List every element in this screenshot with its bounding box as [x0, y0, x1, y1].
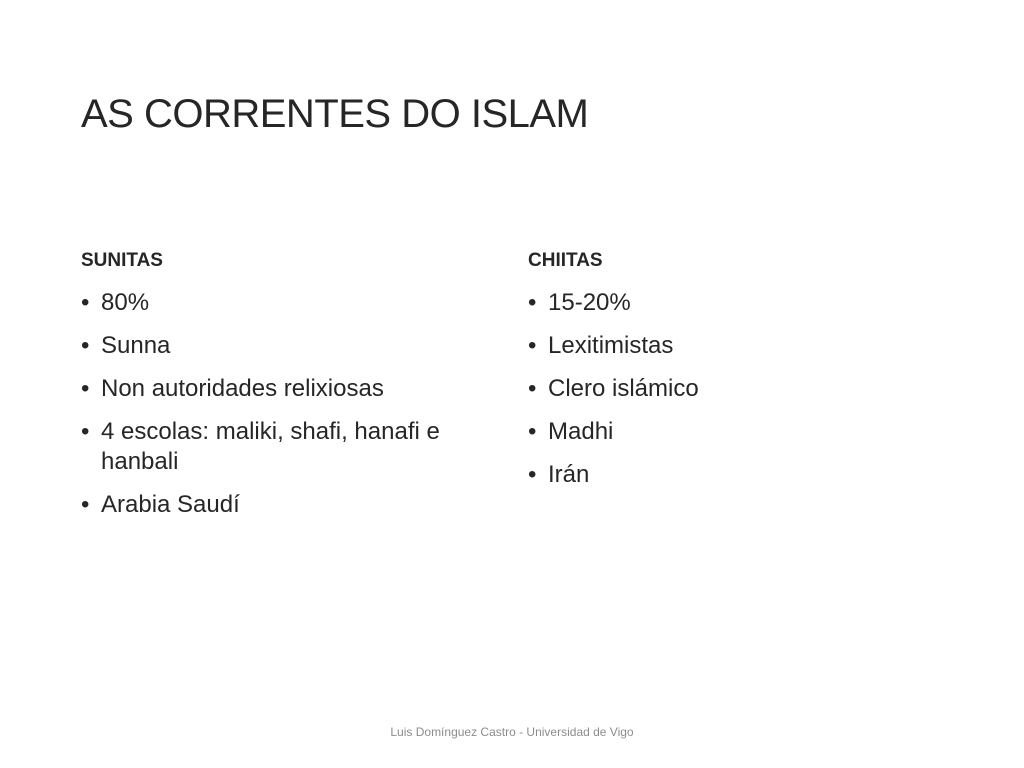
column-header-chiitas: CHIITAS	[528, 250, 603, 271]
bullet-icon: •	[528, 332, 537, 359]
list-item-text: 80%	[101, 289, 150, 316]
bullet-icon: •	[81, 418, 90, 445]
list-item-text: Lexitimistas	[548, 332, 674, 359]
list-item-text: Sunna	[101, 332, 171, 359]
column-chiitas	[528, 248, 948, 503]
list-item-text: Arabia Saudí	[101, 491, 240, 518]
list-item	[528, 331, 948, 361]
list-item	[528, 460, 948, 490]
list-item-text: Irán	[548, 461, 590, 488]
bullet-list-chiitas	[528, 288, 948, 490]
column-sunitas	[81, 248, 501, 533]
list-item-text: Non autoridades relixiosas	[101, 375, 384, 402]
list-item-text: 4 escolas: maliki, shafi, hanafi e hanbali	[101, 418, 440, 475]
list-item	[528, 417, 948, 447]
slide-footer: Luis Domínguez Castro - Universidad de Vigo	[390, 725, 634, 739]
bullet-icon: •	[81, 491, 90, 518]
bullet-icon: •	[528, 461, 537, 488]
list-item	[81, 288, 501, 318]
column-header-sunitas: SUNITAS	[81, 250, 163, 271]
bullet-list-sunitas	[81, 288, 501, 520]
list-item	[528, 374, 948, 404]
list-item-text: 15-20%	[548, 289, 631, 316]
list-item	[81, 490, 501, 520]
bullet-icon: •	[528, 418, 537, 445]
list-item-text: Madhi	[548, 418, 614, 445]
list-item	[81, 417, 501, 477]
bullet-icon: •	[528, 289, 537, 316]
list-item-text: Clero islámico	[548, 375, 699, 402]
list-item	[528, 288, 948, 318]
bullet-icon: •	[81, 332, 90, 359]
bullet-icon: •	[528, 375, 537, 402]
list-item	[81, 331, 501, 361]
bullet-icon: •	[81, 375, 90, 402]
bullet-icon: •	[81, 289, 90, 316]
slide-title: AS CORRENTES DO ISLAM	[81, 92, 589, 136]
list-item	[81, 374, 501, 404]
